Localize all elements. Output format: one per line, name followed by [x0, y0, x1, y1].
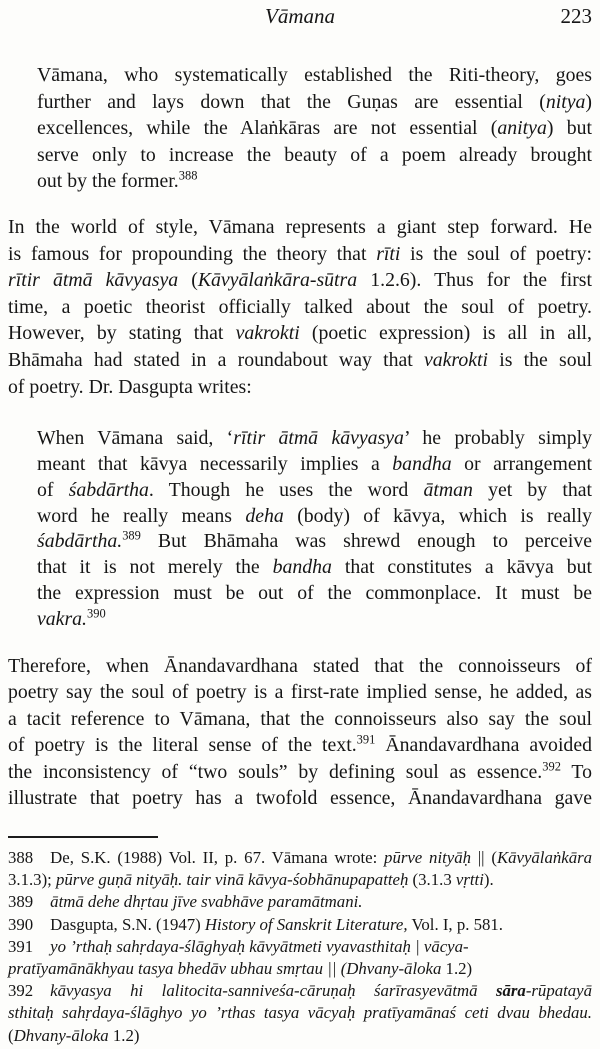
paragraph-riti-soul — [8, 214, 592, 400]
text-line: śabdārtha.$^{389}$ But Bhāmaha was shrewd enough to perceive — [37, 528, 592, 553]
text-line: When Vāmana said, ‘rītir ātmā kāvyasya’ he probably simply — [37, 427, 592, 450]
text-line: In the world of style, Vāmana represents a giant step forward. He — [8, 215, 592, 238]
text-line: vakra.$^{390}$ — [37, 606, 106, 630]
footnote-391 — [8, 936, 592, 980]
footnote-rule — [8, 836, 158, 838]
footnotes-section — [8, 847, 592, 1047]
text-line: (Dhvany-āloka 1.2) — [8, 1025, 140, 1045]
text-line: of śabdārtha. Though he uses the word ātman yet by that — [37, 478, 592, 501]
text-line: sthitaḥ sahṛdaya-ślāghyo yo ’rthas tasya vācyaḥ pratīyamānaś ceti dvau bhedau. — [8, 1003, 592, 1023]
text-line: meant that kāvya necessarily implies a bandha or arrangement — [37, 452, 593, 475]
paragraph-anandavardhana — [8, 653, 592, 813]
text-line: rītir ātmā kāvyasya (Kāvyālaṅkāra-sūtra 1.2.6). Thus for the first — [8, 269, 593, 292]
footnote-388 — [8, 847, 592, 891]
footnote-390 — [8, 914, 592, 936]
text-line: the expression must be out of the commonplace. It must be — [37, 581, 592, 604]
text-line: 392 kāvyasya hi lalitocita-sanniveśa-cāruṇaḥ śarīrasyevātmā sāra-rūpatayā — [8, 981, 592, 1001]
footnote-392 — [8, 980, 592, 1047]
text-line: Vāmana, who systematically established the Riti-theory, goes — [37, 64, 592, 86]
text-line: excellences, while the Alaṅkāras are not essential (anitya) but — [37, 117, 592, 140]
text-line: 391 yo ’rthaḥ sahṛdaya-ślāghyaḥ kāvyātmeti vyavasthitaḥ | vācya- — [8, 936, 469, 956]
running-head — [8, 4, 592, 30]
page-number: 223 — [560, 4, 592, 28]
text-line: 388 De, S.K. (1988) Vol. II, p. 67. Vāmana wrote: pūrve nityāḥ || (Kāvyālaṅkāra — [8, 848, 593, 868]
text-line: time, a poetic theorist officially talked about the soul of poetry. — [8, 295, 592, 318]
text-line: of poetry is the literal sense of the text.$^{391}$ Ānandavardhana avoided — [8, 732, 592, 757]
text-line: However, by stating that vakrokti (poetic expression) is all in all, — [8, 322, 592, 345]
text-line: Bhāmaha had stated in a roundabout way that vakrokti is the soul — [8, 348, 592, 371]
dasgupta-quote — [37, 426, 592, 632]
text-line: out by the former.$^{388}$ — [37, 168, 198, 193]
text-line: that it is not merely the bandha that constitutes a kāvya but — [37, 556, 592, 579]
text-line: serve only to increase the beauty of a poem already brought — [37, 143, 592, 166]
text-line: pratīyamānākhyau tasya bhedāv ubhau smṛtau || (Dhvany-āloka 1.2) — [8, 959, 473, 979]
text-line: poetry say the soul of poetry is a first-rate implied sense, he added, as — [8, 681, 592, 704]
text-line: further and lays down that the Guṇas are essential (nitya) — [37, 90, 592, 113]
text-line: is famous for propounding the theory that rīti is the soul of poetry: — [8, 242, 593, 265]
text-line: 3.1.3); pūrve guṇā nityāḥ. tair vinā kāvya-śobhānupapatteḥ (3.1.3 vṛtti). — [8, 870, 494, 890]
opening-quote — [37, 62, 592, 195]
text-line: a tacit reference to Vāmana, that the connoisseurs also say the soul — [8, 707, 592, 730]
text-line: the inconsistency of “two souls” by defining soul as essence.$^{392}$ To — [8, 759, 592, 783]
footnote-389 — [8, 891, 592, 913]
text-line: illustrate that poetry has a twofold essence, Ānandavardhana gave — [8, 787, 592, 810]
text-line: 390 Dasgupta, S.N. (1947) History of Sanskrit Literature, Vol. I, p. 581. — [8, 914, 503, 934]
text-line: word he really means deha (body) of kāvya, which is really — [37, 504, 592, 527]
text-line: of poetry. Dr. Dasgupta writes: — [8, 375, 252, 398]
page-title: Vāmana — [265, 4, 335, 28]
text-line: 389 ātmā dehe dhṛtau jīve svabhāve paramātmani. — [8, 892, 363, 912]
text-line: Therefore, when Ānandavardhana stated that the connoisseurs of — [8, 654, 592, 677]
